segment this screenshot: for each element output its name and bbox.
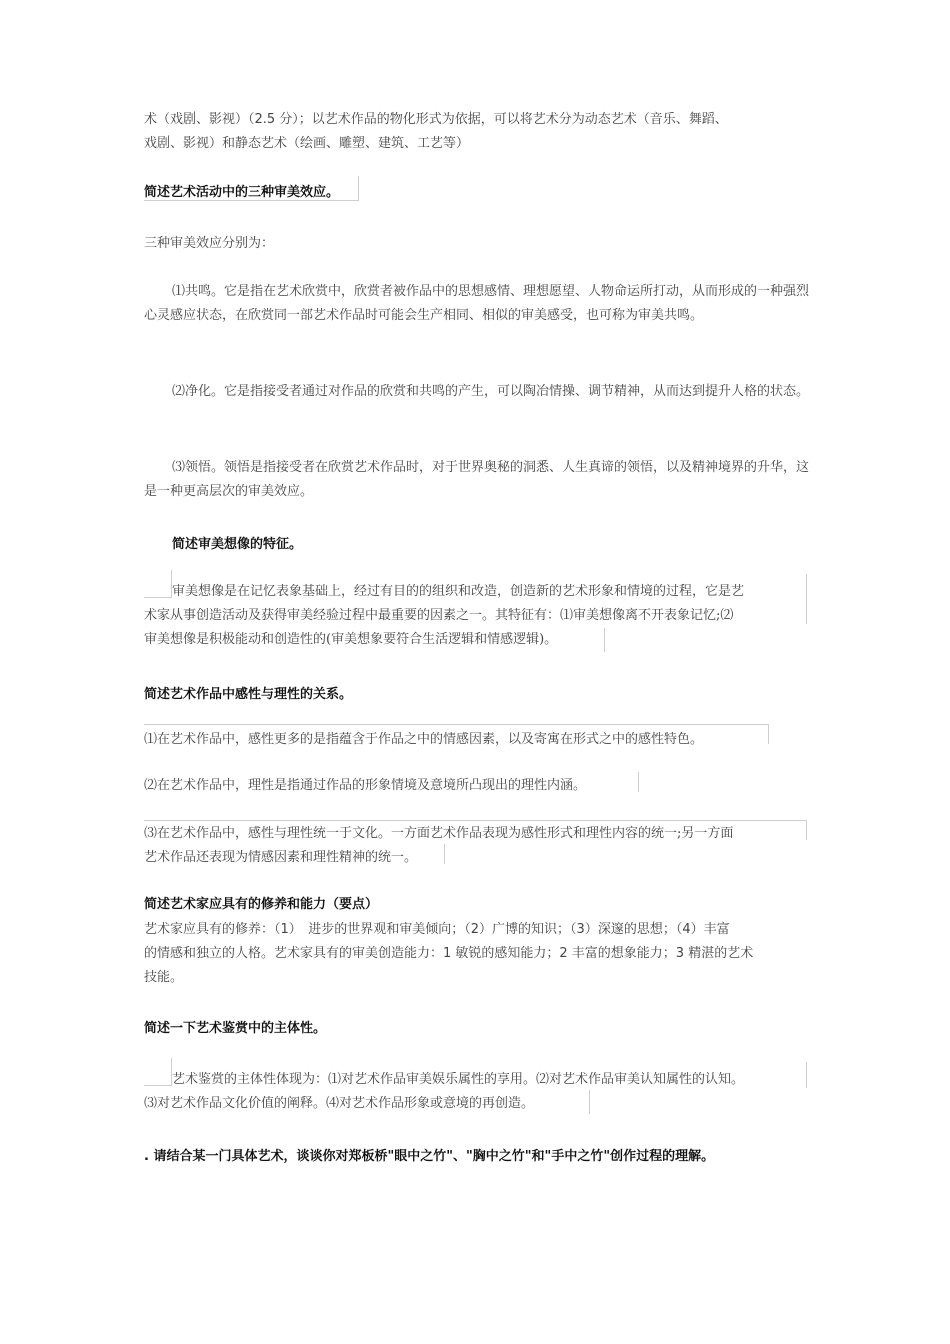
q4-line-1: 艺术家应具有的修养：（1） 进步的世界观和审美倾向；（2）广博的知识；（3）深邃的思想；（4）丰富 [144, 922, 730, 937]
q3-item-3 [144, 822, 812, 870]
q3-heading: 简述艺术作品中感性与理性的关系。 [144, 687, 353, 702]
q3-item-2-text: ⑵在艺术作品中，理性是指通过作品的形象情境及意境所凸现出的理性内涵。 [144, 778, 587, 793]
intro-paragraph [144, 108, 812, 156]
q1-item-1 [144, 280, 812, 328]
intro-line-1: 术（戏剧、影视）（2.5 分）；以艺术作品的物化形式为依据，可以将艺术分为动态艺术（音乐、舞蹈、 [144, 112, 728, 127]
q1-lead: 三种审美效应分别为： [144, 236, 275, 251]
q3-item-3-line-2: 艺术作品还表现为情感因素和理性精神的统一。 [144, 850, 418, 865]
q5-heading-wrap [144, 1018, 812, 1040]
q1-item-2 [144, 380, 812, 404]
q5-body [144, 1068, 812, 1116]
q5-line-2: ⑶对艺术作品文化价值的阐释。⑷对艺术作品形象或意境的再创造。 [144, 1096, 535, 1111]
q4-body [144, 918, 812, 990]
q2-body [144, 580, 812, 652]
q4-heading-wrap [144, 894, 812, 916]
q5-line-1: 艺术鉴赏的主体性体现为：⑴对艺术作品审美娱乐属性的享用。⑵对艺术作品审美认知属性的认知。 [172, 1072, 745, 1087]
q2-line-2: 术家从事创造活动及获得审美经验过程中最重要的因素之一。其特征有：⑴审美想像离不开表象记忆;⑵ [144, 608, 734, 623]
q2-heading: 简述审美想像的特征。 [172, 537, 303, 552]
q2-line-3: 审美想像是积极能动和创造性的(审美想象要符合生活逻辑和情感逻辑)。 [144, 632, 558, 647]
q1-heading: 简述艺术活动中的三种审美效应。 [144, 185, 340, 200]
q4-line-2: 的情感和独立的人格。艺术家具有的审美创造能力：1 敏锐的感知能力；2 丰富的想象能力；3 精湛的艺术 [144, 946, 754, 961]
q1-item-2-text: ⑵净化。它是指接受者通过对作品的欣赏和共鸣的产生，可以陶冶情操、调节精神，从而达到提升人格的状态。 [172, 384, 810, 399]
q2-heading-wrap [144, 534, 812, 556]
q3-item-1-text: ⑴在艺术作品中，感性更多的是指蕴含于作品之中的情感因素，以及寄寓在形式之中的感性特色。 [144, 732, 704, 747]
q3-item-1 [144, 728, 812, 752]
q3-heading-wrap [144, 684, 812, 706]
intro-line-2: 戏剧、影视）和静态艺术（绘画、雕塑、建筑、工艺等） [144, 136, 470, 151]
q6-heading: . 请结合某一门具体艺术，谈谈你对郑板桥"眼中之竹"、"胸中之竹"和"手中之竹"创作过程的理解。 [144, 1149, 715, 1164]
q2-line-1: 审美想像是在记忆表象基础上，经过有目的的组织和改造，创造新的艺术形象和情境的过程，它是艺 [172, 584, 745, 599]
q3-item-3-line-1: ⑶在艺术作品中，感性与理性统一于文化。一方面艺术作品表现为感性形式和理性内容的统一;另一方面 [144, 826, 734, 841]
q3-item-2 [144, 774, 812, 798]
q5-heading: 简述一下艺术鉴赏中的主体性。 [144, 1021, 327, 1036]
q1-item-1-text: ⑴共鸣。它是指在艺术欣赏中，欣赏者被作品中的思想感情、理想愿望、人物命运所打动，从而形成的一种强烈心灵感应状态，在欣赏同一部艺术作品时可能会生产相同、相似的审美感受，也可称为审美共鸣。 [144, 284, 810, 323]
q6-heading-wrap [144, 1146, 824, 1168]
q4-heading: 简述艺术家应具有的修养和能力（要点） [144, 897, 379, 912]
q4-line-3: 技能。 [144, 970, 184, 985]
q1-item-3 [144, 456, 812, 504]
q1-lead-wrap [144, 232, 812, 256]
q1-item-3-text: ⑶领悟。领悟是指接受者在欣赏艺术作品时，对于世界奥秘的洞悉、人生真谛的领悟，以及精神境界的升华，这是一种更高层次的审美效应。 [144, 460, 810, 499]
